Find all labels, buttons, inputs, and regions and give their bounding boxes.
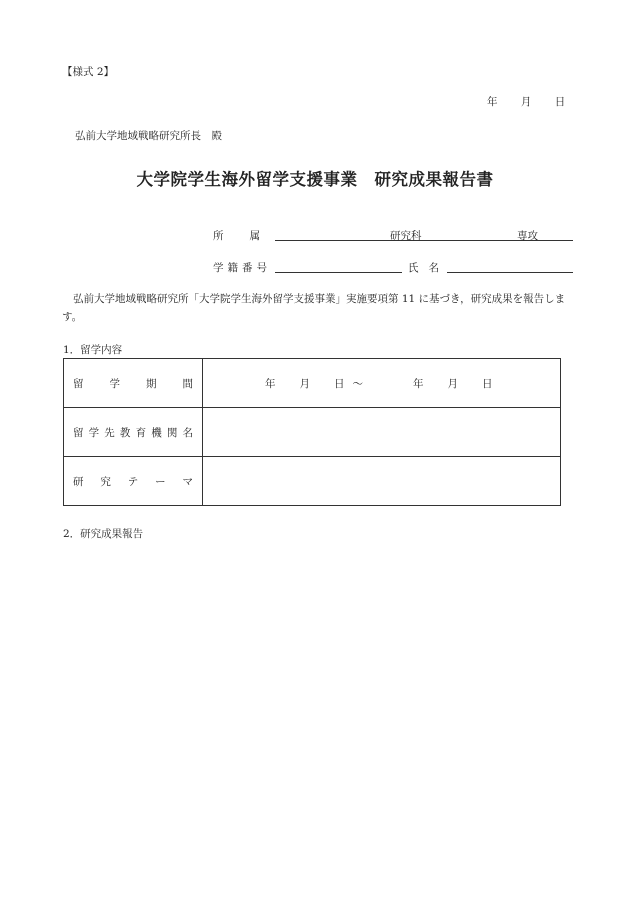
- date-line: [487, 94, 565, 109]
- addressee: 弘前大学地域戦略研究所長 殿: [75, 130, 222, 142]
- period-label: 留 学 期 間: [73, 377, 193, 390]
- date-month: 月: [520, 96, 532, 108]
- theme-label-cell: [64, 457, 203, 506]
- major-label: 専攻: [517, 230, 538, 242]
- table-row: [64, 457, 561, 506]
- table-row: [64, 408, 561, 457]
- section1-heading: 1．留学内容: [63, 344, 123, 356]
- theme-label: 研 究 テ ー マ: [73, 475, 193, 488]
- section2-heading: 2．研究成果報告: [63, 528, 144, 540]
- study-abroad-table: [63, 358, 561, 506]
- page-title: 大学院学生海外留学支援事業 研究成果報告書: [136, 170, 494, 189]
- institution-label: 留 学 先 教 育 機 関 名: [73, 426, 193, 439]
- name-label: 氏 名: [408, 262, 439, 274]
- institution-label-cell: [64, 408, 203, 457]
- period-value: 年 月 日 ～ 年 月 日: [265, 377, 493, 390]
- table-row: [64, 359, 561, 408]
- theme-value-cell[interactable]: [203, 457, 561, 506]
- name-field[interactable]: [447, 272, 573, 273]
- affiliation-label: 所 属: [213, 230, 260, 242]
- date-day: 日: [554, 96, 566, 108]
- institution-value-cell[interactable]: [203, 408, 561, 457]
- graduate-school-label: 研究科: [390, 230, 422, 242]
- student-id-field[interactable]: [275, 272, 402, 273]
- period-value-cell[interactable]: [203, 359, 561, 408]
- student-id-label: 学 籍 番 号: [213, 262, 267, 274]
- period-label-cell: [64, 359, 203, 408]
- body-text: 弘前大学地域戦略研究所「大学院学生海外留学支援事業」実施要項第 11 に基づき，研究成果を報告します。: [62, 293, 566, 323]
- date-year: 年: [487, 96, 498, 108]
- form-label: 【様式 2】: [62, 66, 115, 78]
